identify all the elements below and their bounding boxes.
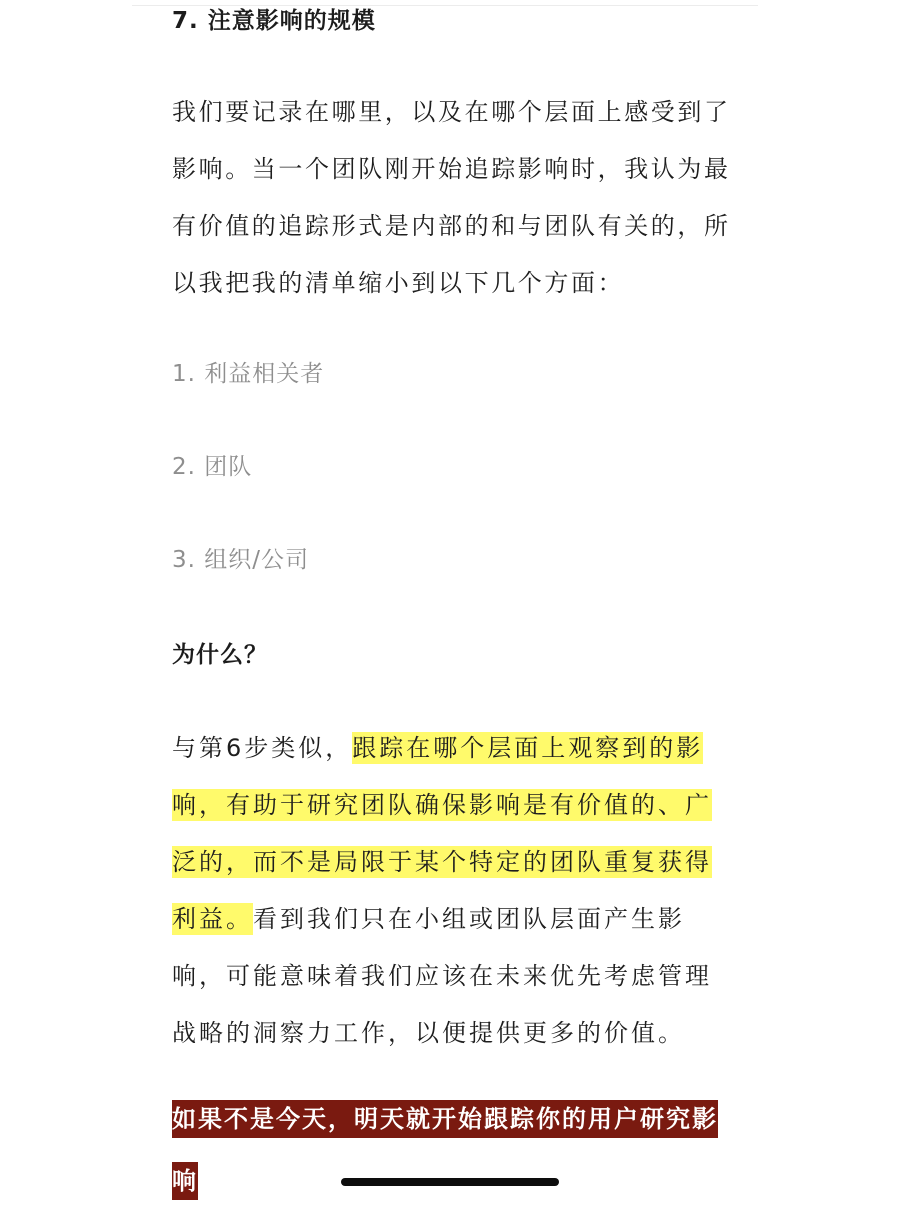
why-paragraph-lead: 与第6步类似， [172,734,353,762]
list-item-team: 2. 团队 [172,454,253,480]
callout-highlight: 如果不是今天，明天就开始跟踪你的用户研究影响 [172,1100,718,1200]
why-paragraph-rest: 看到我们只在小组或团队层面产生影响，可能意味着我们应该在未来优先考虑管理战略的洞察力工作，以便提供更多的价值。 [172,905,712,1047]
intro-paragraph: 我们要记录在哪里，以及在哪个层面上感受到了影响。当一个团队刚开始追踪影响时，我认为最有价值的追踪形式是内部的和与团队有关的，所以我把我的清单缩小到以下几个方面： [172,98,731,297]
list-item-organization: 3. 组织/公司 [172,547,310,573]
section-heading: 7. 注意影响的规模 [172,8,376,34]
why-paragraph [172,720,732,1062]
highlighted-text: 跟踪在哪个层面上观察到的影响，有助于研究团队确保影响是有价值的、广泛的，而不是局限于某个特定的团队重复获得利益。 [172,734,712,933]
why-heading: 为什么？ [172,642,268,668]
callout-text [172,1088,732,1212]
list-item-stakeholders: 1. 利益相关者 [172,361,325,387]
home-indicator[interactable] [341,1178,559,1186]
